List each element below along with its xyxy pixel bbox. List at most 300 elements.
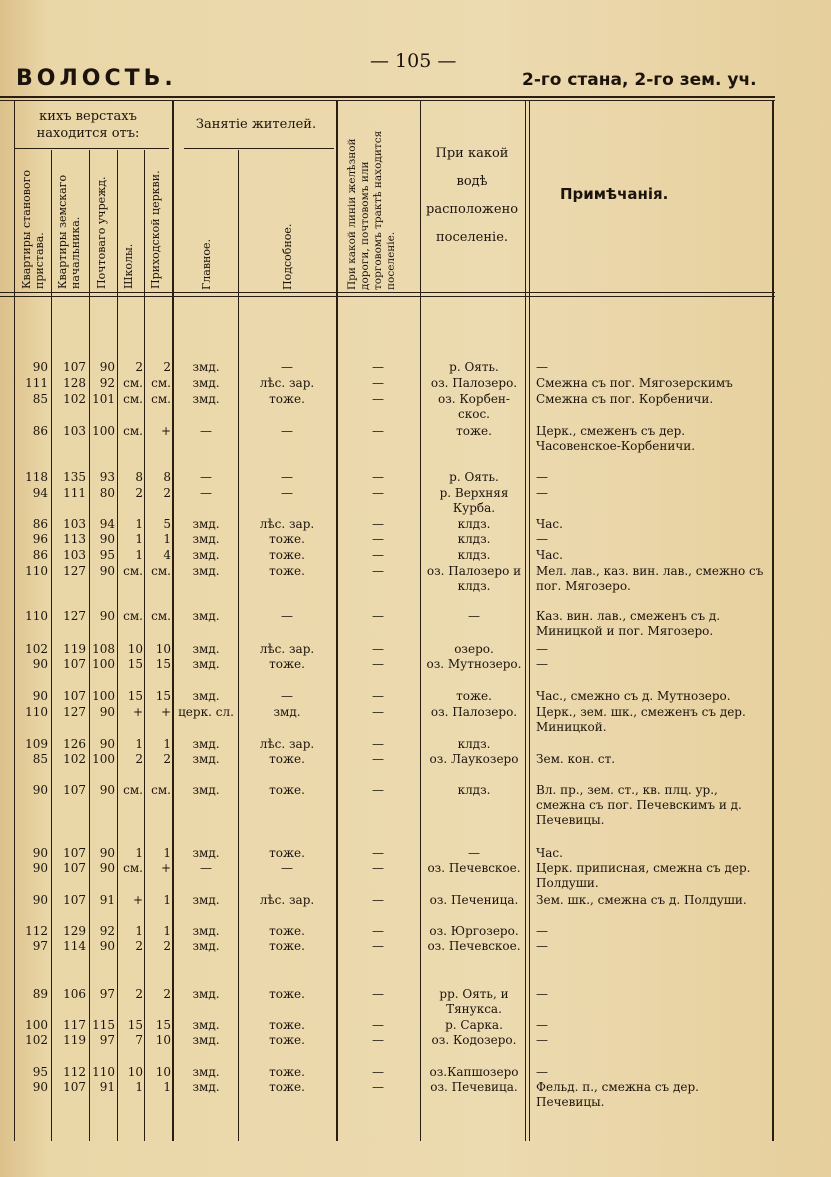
dist-church: 15 bbox=[155, 657, 171, 671]
water-body: оз. Палозеро и клдз. bbox=[426, 564, 522, 593]
col-header-school: Школы. bbox=[122, 243, 135, 289]
dist-post: 80 bbox=[99, 486, 115, 500]
dist-stanovoy: 90 bbox=[32, 846, 48, 860]
dist-zemsky: 127 bbox=[63, 564, 86, 578]
dist-school: 2 bbox=[135, 752, 143, 766]
dist-post: 90 bbox=[99, 532, 115, 546]
aux-occupation: тоже. bbox=[269, 548, 305, 562]
dist-stanovoy: 90 bbox=[32, 360, 48, 374]
dist-post: 110 bbox=[92, 1065, 115, 1079]
dist-school: 10 bbox=[127, 642, 143, 656]
dist-post: 97 bbox=[99, 987, 115, 1001]
main-occupation: змд. bbox=[192, 987, 220, 1001]
main-occupation: змд. bbox=[192, 752, 220, 766]
water-body: р. Верхняя Курба. bbox=[439, 486, 509, 515]
dist-zemsky: 107 bbox=[63, 689, 86, 703]
dist-church: + bbox=[160, 705, 171, 719]
col-line bbox=[172, 101, 174, 1141]
dist-zemsky: 103 bbox=[63, 517, 86, 531]
dist-zemsky: 127 bbox=[63, 609, 86, 623]
note: Смежна съ пог. Корбеничи. bbox=[536, 392, 714, 406]
water-body: оз. Печевское. bbox=[427, 861, 521, 875]
dist-zemsky: 128 bbox=[63, 376, 86, 390]
dist-church: 8 bbox=[163, 470, 171, 484]
water-body: клдз. bbox=[457, 532, 491, 546]
aux-occupation: лѣс. зар. bbox=[259, 376, 315, 390]
aux-occupation: — bbox=[281, 689, 293, 703]
note: Смежна съ пог. Мягозерскимъ bbox=[536, 376, 733, 390]
group-distance-caption: кихъ верстахъ находится отъ: bbox=[36, 109, 140, 141]
railway-mark: — bbox=[372, 564, 384, 578]
main-occupation: — bbox=[200, 424, 212, 438]
aux-occupation: — bbox=[281, 861, 293, 875]
main-occupation: змд. bbox=[192, 783, 220, 797]
group-distance-underline bbox=[14, 148, 169, 149]
dist-church: 1 bbox=[163, 924, 171, 938]
water-body: оз. Лаукозеро bbox=[429, 752, 519, 766]
col-header-water: При какой водѣ расположено поселеніе. bbox=[426, 146, 519, 245]
dist-zemsky: 119 bbox=[63, 1033, 86, 1047]
main-occupation: змд. bbox=[192, 642, 220, 656]
dist-post: 100 bbox=[92, 689, 115, 703]
dist-church: см. bbox=[151, 376, 171, 390]
dist-school: см. bbox=[123, 861, 143, 875]
dist-zemsky: 102 bbox=[63, 392, 86, 406]
water-body: р. Оять. bbox=[449, 360, 499, 374]
dist-church: 15 bbox=[155, 1018, 171, 1032]
dist-post: 108 bbox=[92, 642, 115, 656]
water-body: оз. Юргозеро. bbox=[429, 924, 519, 938]
dist-stanovoy: 118 bbox=[25, 470, 48, 484]
water-body: рр. Оять, и Тянукса. bbox=[439, 987, 509, 1016]
dist-stanovoy: 86 bbox=[32, 517, 48, 531]
railway-mark: — bbox=[372, 846, 384, 860]
note: Церк. приписная, смежна съ дер. Полдуши. bbox=[536, 861, 751, 890]
dist-post: 100 bbox=[92, 424, 115, 438]
dist-zemsky: 129 bbox=[63, 924, 86, 938]
dist-school: 2 bbox=[135, 360, 143, 374]
dist-stanovoy: 86 bbox=[32, 548, 48, 562]
main-occupation: змд. bbox=[192, 548, 220, 562]
dist-post: 90 bbox=[99, 564, 115, 578]
note: — bbox=[536, 1065, 548, 1079]
col-header-railway: При какой линіи желѣзной дороги, почтовомъ или торговомъ трактѣ находится поселеніе. bbox=[346, 130, 397, 290]
aux-occupation: тоже. bbox=[269, 783, 305, 797]
dist-school: 1 bbox=[135, 737, 143, 751]
dist-church: 1 bbox=[163, 532, 171, 546]
dist-zemsky: 111 bbox=[63, 486, 86, 500]
page-number: — 105 — bbox=[370, 50, 457, 72]
dist-zemsky: 112 bbox=[63, 1065, 86, 1079]
water-body: оз. Кодозеро. bbox=[431, 1033, 517, 1047]
dist-stanovoy: 96 bbox=[32, 532, 48, 546]
dist-post: 91 bbox=[99, 893, 115, 907]
dist-post: 92 bbox=[99, 924, 115, 938]
railway-mark: — bbox=[372, 360, 384, 374]
main-occupation: змд. bbox=[192, 924, 220, 938]
dist-school: 7 bbox=[135, 1033, 143, 1047]
dist-post: 100 bbox=[92, 752, 115, 766]
main-occupation: змд. bbox=[192, 532, 220, 546]
dist-zemsky: 127 bbox=[63, 705, 86, 719]
dist-post: 90 bbox=[99, 846, 115, 860]
dist-stanovoy: 97 bbox=[32, 939, 48, 953]
col-line bbox=[529, 101, 530, 1141]
dist-church: см. bbox=[151, 564, 171, 578]
water-body: р. Сарка. bbox=[445, 1018, 503, 1032]
dist-zemsky: 102 bbox=[63, 752, 86, 766]
main-occupation: змд. bbox=[192, 1018, 220, 1032]
railway-mark: — bbox=[372, 705, 384, 719]
aux-occupation: — bbox=[281, 486, 293, 500]
group-occupation-caption: Занятіе жителей. bbox=[195, 117, 317, 132]
note: — bbox=[536, 360, 548, 374]
dist-church: 1 bbox=[163, 893, 171, 907]
water-body: оз. Корбен-скос. bbox=[438, 392, 510, 421]
dist-post: 100 bbox=[92, 657, 115, 671]
dist-school: 10 bbox=[127, 1065, 143, 1079]
col-header-church: Приходской церкви. bbox=[149, 170, 162, 289]
dist-post: 93 bbox=[99, 470, 115, 484]
dist-school: 1 bbox=[135, 548, 143, 562]
water-body: — bbox=[468, 846, 480, 860]
railway-mark: — bbox=[372, 1080, 384, 1094]
note: — bbox=[536, 657, 548, 671]
col-line bbox=[420, 101, 421, 1141]
note: Час., смежно съ д. Мутнозеро. bbox=[536, 689, 731, 703]
water-body: оз. Мутнозеро. bbox=[426, 657, 522, 671]
col-header-main-occupation: Главное. bbox=[200, 239, 213, 290]
aux-occupation: тоже. bbox=[269, 564, 305, 578]
aux-occupation: тоже. bbox=[269, 392, 305, 406]
dist-church: 2 bbox=[163, 360, 171, 374]
railway-mark: — bbox=[372, 689, 384, 703]
water-body: озеро. bbox=[454, 642, 494, 656]
water-body: оз. Палозеро. bbox=[430, 705, 518, 719]
railway-mark: — bbox=[372, 1033, 384, 1047]
aux-occupation: тоже. bbox=[269, 1080, 305, 1094]
railway-mark: — bbox=[372, 861, 384, 875]
dist-church: 5 bbox=[163, 517, 171, 531]
aux-occupation: тоже. bbox=[269, 1033, 305, 1047]
railway-mark: — bbox=[372, 752, 384, 766]
main-occupation: змд. bbox=[192, 517, 220, 531]
dist-stanovoy: 100 bbox=[25, 1018, 48, 1032]
water-body: оз. Печевица. bbox=[430, 1080, 518, 1094]
dist-school: см. bbox=[123, 564, 143, 578]
dist-school: 1 bbox=[135, 532, 143, 546]
dist-church: см. bbox=[151, 392, 171, 406]
dist-stanovoy: 90 bbox=[32, 893, 48, 907]
railway-mark: — bbox=[372, 532, 384, 546]
dist-zemsky: 107 bbox=[63, 1080, 86, 1094]
note: Вл. пр., зем. ст., кв. плц. ур., смежна съ пог. Печевскимъ и д. Печевицы. bbox=[536, 783, 742, 827]
dist-zemsky: 107 bbox=[63, 657, 86, 671]
railway-mark: — bbox=[372, 893, 384, 907]
aux-occupation: лѣс. зар. bbox=[259, 737, 315, 751]
water-body: клдз. bbox=[457, 517, 491, 531]
dist-post: 90 bbox=[99, 609, 115, 623]
dist-church: + bbox=[160, 424, 171, 438]
dist-church: 2 bbox=[163, 939, 171, 953]
dist-post: 90 bbox=[99, 861, 115, 875]
main-occupation: — bbox=[200, 861, 212, 875]
col-header-aux-occupation: Подсобное. bbox=[281, 223, 294, 290]
water-body: оз. Палозеро. bbox=[430, 376, 518, 390]
dist-post: 101 bbox=[92, 392, 115, 406]
note: Фельд. п., смежна съ дер. Печевицы. bbox=[536, 1080, 699, 1109]
dist-church: 10 bbox=[155, 1033, 171, 1047]
aux-occupation: тоже. bbox=[269, 752, 305, 766]
dist-zemsky: 107 bbox=[63, 846, 86, 860]
note: Час. bbox=[536, 517, 563, 531]
aux-occupation: тоже. bbox=[269, 1065, 305, 1079]
header-volost: ВОЛОСТЬ. bbox=[16, 66, 177, 91]
railway-mark: — bbox=[372, 737, 384, 751]
dist-stanovoy: 110 bbox=[25, 705, 48, 719]
dist-school: 15 bbox=[127, 689, 143, 703]
dist-stanovoy: 90 bbox=[32, 657, 48, 671]
railway-mark: — bbox=[372, 1018, 384, 1032]
dist-church: 1 bbox=[163, 1080, 171, 1094]
dist-stanovoy: 102 bbox=[25, 1033, 48, 1047]
col-line bbox=[772, 101, 774, 1141]
note: Час. bbox=[536, 846, 563, 860]
dist-stanovoy: 89 bbox=[32, 987, 48, 1001]
dist-zemsky: 107 bbox=[63, 893, 86, 907]
col-line bbox=[525, 101, 526, 1141]
dist-church: 4 bbox=[163, 548, 171, 562]
dist-zemsky: 107 bbox=[63, 783, 86, 797]
dist-stanovoy: 85 bbox=[32, 392, 48, 406]
dist-post: 90 bbox=[99, 705, 115, 719]
top-rule bbox=[0, 96, 775, 98]
dist-post: 90 bbox=[99, 737, 115, 751]
main-occupation: змд. bbox=[192, 564, 220, 578]
dist-zemsky: 114 bbox=[63, 939, 86, 953]
dist-church: 1 bbox=[163, 846, 171, 860]
railway-mark: — bbox=[372, 392, 384, 406]
dist-church: см. bbox=[151, 609, 171, 623]
dist-church: см. bbox=[151, 783, 171, 797]
col-header-stanovoy: Квартиры станового пристава. bbox=[20, 170, 46, 289]
water-body: клдз. bbox=[457, 783, 491, 797]
main-occupation: змд. bbox=[192, 657, 220, 671]
dist-school: 1 bbox=[135, 846, 143, 860]
col-header-zemsky: Квартиры земскаго начальника. bbox=[56, 174, 82, 289]
dist-school: 15 bbox=[127, 657, 143, 671]
dist-school: 1 bbox=[135, 517, 143, 531]
note: Церк., смеженъ съ дер. Часовенское-Корбеничи. bbox=[536, 424, 696, 453]
main-occupation: змд. bbox=[192, 689, 220, 703]
note: Церк., зем. шк., смеженъ съ дер. Миницкой. bbox=[536, 705, 746, 734]
railway-mark: — bbox=[372, 924, 384, 938]
dist-school: 2 bbox=[135, 486, 143, 500]
note: — bbox=[536, 486, 548, 500]
railway-mark: — bbox=[372, 517, 384, 531]
dist-school: 8 bbox=[135, 470, 143, 484]
dist-church: 1 bbox=[163, 737, 171, 751]
main-occupation: змд. bbox=[192, 1033, 220, 1047]
aux-occupation: лѣс. зар. bbox=[259, 642, 315, 656]
dist-church: 10 bbox=[155, 1065, 171, 1079]
railway-mark: — bbox=[372, 548, 384, 562]
note: — bbox=[536, 1018, 548, 1032]
dist-post: 90 bbox=[99, 360, 115, 374]
main-occupation: — bbox=[200, 470, 212, 484]
top-rule-thin bbox=[0, 100, 775, 101]
railway-mark: — bbox=[372, 486, 384, 500]
dist-school: см. bbox=[123, 392, 143, 406]
note: — bbox=[536, 987, 548, 1001]
dist-school: 2 bbox=[135, 987, 143, 1001]
dist-church: 2 bbox=[163, 987, 171, 1001]
dist-post: 90 bbox=[99, 939, 115, 953]
dist-school: см. bbox=[123, 783, 143, 797]
dist-post: 90 bbox=[99, 783, 115, 797]
note: — bbox=[536, 939, 548, 953]
aux-occupation: — bbox=[281, 609, 293, 623]
dist-zemsky: 103 bbox=[63, 424, 86, 438]
dist-school: 2 bbox=[135, 939, 143, 953]
dist-stanovoy: 90 bbox=[32, 689, 48, 703]
dist-post: 94 bbox=[99, 517, 115, 531]
aux-occupation: тоже. bbox=[269, 532, 305, 546]
dist-zemsky: 103 bbox=[63, 548, 86, 562]
dist-stanovoy: 110 bbox=[25, 609, 48, 623]
dist-school: см. bbox=[123, 609, 143, 623]
dist-post: 95 bbox=[99, 548, 115, 562]
dist-church: 10 bbox=[155, 642, 171, 656]
railway-mark: — bbox=[372, 657, 384, 671]
note: — bbox=[536, 642, 548, 656]
railway-mark: — bbox=[372, 1065, 384, 1079]
dist-zemsky: 107 bbox=[63, 861, 86, 875]
water-body: оз. Печевское. bbox=[427, 939, 521, 953]
note: Зем. кон. ст. bbox=[536, 752, 616, 766]
railway-mark: — bbox=[372, 939, 384, 953]
note: — bbox=[536, 924, 548, 938]
railway-mark: — bbox=[372, 642, 384, 656]
aux-occupation: тоже. bbox=[269, 657, 305, 671]
note: — bbox=[536, 470, 548, 484]
note: Зем. шк., смежна съ д. Полдуши. bbox=[536, 893, 747, 907]
header-stan: 2-го стана, 2-го зем. уч. bbox=[522, 70, 757, 90]
dist-stanovoy: 111 bbox=[25, 376, 48, 390]
col-header-notes: Примѣчанія. bbox=[560, 185, 669, 203]
dist-stanovoy: 94 bbox=[32, 486, 48, 500]
main-occupation: змд. bbox=[192, 609, 220, 623]
dist-zemsky: 135 bbox=[63, 470, 86, 484]
aux-occupation: — bbox=[281, 470, 293, 484]
aux-occupation: тоже. bbox=[269, 924, 305, 938]
dist-stanovoy: 90 bbox=[32, 783, 48, 797]
dist-stanovoy: 109 bbox=[25, 737, 48, 751]
note: — bbox=[536, 532, 548, 546]
main-occupation: — bbox=[200, 486, 212, 500]
dist-zemsky: 107 bbox=[63, 360, 86, 374]
main-occupation: змд. bbox=[192, 1065, 220, 1079]
water-body: оз.Капшозеро bbox=[429, 1065, 519, 1079]
dist-stanovoy: 90 bbox=[32, 1080, 48, 1094]
main-occupation: змд. bbox=[192, 737, 220, 751]
note: Мел. лав., каз. вин. лав., смежно съ пог. Мягозеро. bbox=[536, 564, 764, 593]
dist-school: + bbox=[132, 705, 143, 719]
dist-zemsky: 126 bbox=[63, 737, 86, 751]
dist-school: 15 bbox=[127, 1018, 143, 1032]
railway-mark: — bbox=[372, 783, 384, 797]
col-line bbox=[238, 150, 239, 1141]
note: Каз. вин. лав., смеженъ съ д. Миницкой и пог. Мягозеро. bbox=[536, 609, 721, 638]
aux-occupation: змд. bbox=[273, 705, 301, 719]
dist-school: 1 bbox=[135, 924, 143, 938]
dist-church: 15 bbox=[155, 689, 171, 703]
aux-occupation: тоже. bbox=[269, 939, 305, 953]
main-occupation: змд. bbox=[192, 360, 220, 374]
dist-school: см. bbox=[123, 424, 143, 438]
water-body: оз. Печеница. bbox=[429, 893, 519, 907]
dist-zemsky: 117 bbox=[63, 1018, 86, 1032]
water-body: — bbox=[468, 609, 480, 623]
dist-zemsky: 119 bbox=[63, 642, 86, 656]
dist-stanovoy: 90 bbox=[32, 861, 48, 875]
dist-stanovoy: 102 bbox=[25, 642, 48, 656]
main-occupation: змд. bbox=[192, 392, 220, 406]
col-header-post: Почтоваго учрежд. bbox=[95, 176, 108, 289]
dist-post: 115 bbox=[92, 1018, 115, 1032]
dist-post: 91 bbox=[99, 1080, 115, 1094]
main-occupation: змд. bbox=[192, 893, 220, 907]
railway-mark: — bbox=[372, 376, 384, 390]
main-occupation: змд. bbox=[192, 846, 220, 860]
dist-stanovoy: 85 bbox=[32, 752, 48, 766]
dist-zemsky: 106 bbox=[63, 987, 86, 1001]
dist-school: см. bbox=[123, 376, 143, 390]
aux-occupation: тоже. bbox=[269, 1018, 305, 1032]
dist-stanovoy: 95 bbox=[32, 1065, 48, 1079]
dist-church: 2 bbox=[163, 486, 171, 500]
dist-stanovoy: 110 bbox=[25, 564, 48, 578]
dist-post: 97 bbox=[99, 1033, 115, 1047]
water-body: клдз. bbox=[457, 548, 491, 562]
dist-post: 92 bbox=[99, 376, 115, 390]
note: — bbox=[536, 1033, 548, 1047]
aux-occupation: — bbox=[281, 424, 293, 438]
railway-mark: — bbox=[372, 987, 384, 1001]
railway-mark: — bbox=[372, 609, 384, 623]
aux-occupation: лѣс. зар. bbox=[259, 517, 315, 531]
main-occupation: змд. bbox=[192, 939, 220, 953]
main-occupation: церк. сл. bbox=[178, 705, 234, 719]
water-body: р. Оять. bbox=[449, 470, 499, 484]
dist-stanovoy: 86 bbox=[32, 424, 48, 438]
water-body: тоже. bbox=[456, 689, 492, 703]
aux-occupation: тоже. bbox=[269, 987, 305, 1001]
aux-occupation: — bbox=[281, 360, 293, 374]
note: Час. bbox=[536, 548, 563, 562]
water-body: клдз. bbox=[457, 737, 491, 751]
aux-occupation: тоже. bbox=[269, 846, 305, 860]
aux-occupation: лѣс. зар. bbox=[259, 893, 315, 907]
railway-mark: — bbox=[372, 470, 384, 484]
dist-stanovoy: 112 bbox=[25, 924, 48, 938]
dist-zemsky: 113 bbox=[63, 532, 86, 546]
dist-church: 2 bbox=[163, 752, 171, 766]
group-occupation-underline bbox=[184, 148, 334, 149]
dist-school: 1 bbox=[135, 1080, 143, 1094]
railway-mark: — bbox=[372, 424, 384, 438]
water-body: тоже. bbox=[456, 424, 492, 438]
